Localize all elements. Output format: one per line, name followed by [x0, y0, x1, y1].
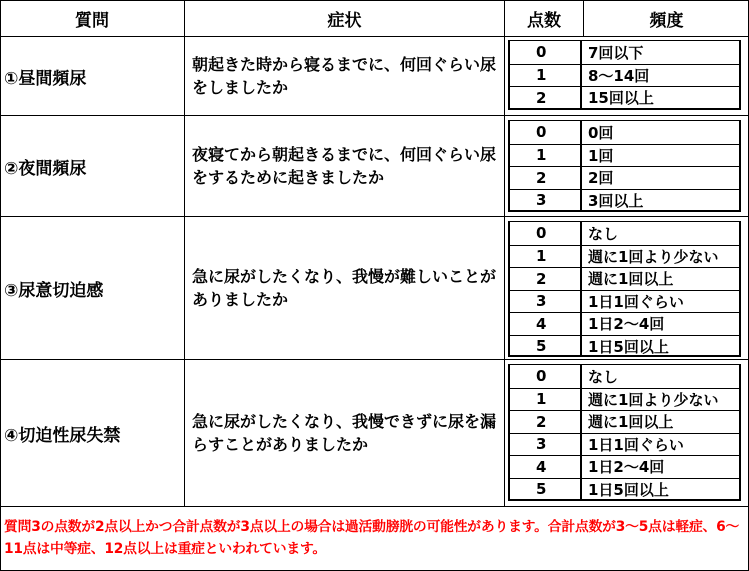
frequency-value: なし: [588, 367, 619, 386]
frequency-value: 1日2～4回: [588, 315, 665, 334]
question-label: ①昼間頻尿: [4, 68, 87, 89]
score-row: [510, 245, 739, 268]
score-row: [510, 41, 739, 64]
score-row: [510, 388, 739, 411]
header-frequency: 頻度: [649, 10, 684, 31]
score-row: [510, 189, 739, 212]
score-row: [510, 312, 739, 335]
frequency-value: 1日1回ぐらい: [588, 435, 684, 454]
score-value: 2: [510, 87, 582, 109]
score-value: 2: [510, 167, 582, 189]
score-subtable: [508, 364, 741, 501]
symptom-text: 急に尿がしたくなり、我慢できずに尿を漏らすことがありましたか: [192, 412, 497, 454]
frequency-value: 週に1回以上: [588, 413, 674, 432]
score-subtable: [508, 120, 741, 212]
score-row: [510, 86, 739, 109]
frequency-value: 7回以下: [588, 43, 644, 62]
frequency-value: なし: [588, 224, 619, 243]
score-row: [510, 433, 739, 456]
question-label: ④切迫性尿失禁: [4, 425, 121, 446]
row-divider: [0, 506, 749, 507]
score-value: 1: [510, 145, 582, 167]
score-row: [510, 64, 739, 87]
column-divider: [504, 0, 505, 506]
symptom-text: 急に尿がしたくなり、我慢が難しいことがありましたか: [192, 267, 497, 309]
frequency-value: 1日2～4回: [588, 458, 665, 477]
frequency-value: 1日5回以上: [588, 480, 669, 499]
frequency-value: 2回: [588, 169, 614, 188]
score-row: [510, 365, 739, 388]
score-value: 3: [510, 434, 582, 456]
score-row: [510, 335, 739, 358]
frequency-value: 3回以上: [588, 191, 644, 210]
header-question: 質問: [75, 10, 109, 31]
frequency-value: 週に1回以上: [588, 270, 674, 289]
score-value: 0: [510, 222, 582, 245]
column-divider: [184, 0, 185, 506]
score-value: 4: [510, 313, 582, 335]
header-score: 点数: [527, 10, 561, 31]
score-value: 4: [510, 456, 582, 478]
score-value: 2: [510, 268, 582, 290]
frequency-value: 週に1回より少ない: [588, 247, 719, 266]
score-value: 0: [510, 41, 582, 64]
question-label: ②夜間頻尿: [4, 158, 87, 179]
score-value: 0: [510, 365, 582, 388]
score-value: 3: [510, 190, 582, 212]
score-row: [510, 222, 739, 245]
score-row: [510, 267, 739, 290]
score-row: [510, 410, 739, 433]
frequency-value: 週に1回より少ない: [588, 390, 719, 409]
score-value: 5: [510, 479, 582, 501]
header-symptom: 症状: [327, 10, 362, 31]
score-row: [510, 455, 739, 478]
score-value: 1: [510, 246, 582, 268]
score-subtable: [508, 40, 741, 110]
score-subtable: [508, 221, 741, 357]
frequency-value: 1日5回以上: [588, 337, 669, 356]
score-value: 3: [510, 291, 582, 313]
frequency-value: 0回: [588, 123, 614, 142]
symptom-text: 朝起きた時から寝るまでに、何回ぐらい尿をしましたか: [192, 55, 497, 97]
question-label: ③尿意切迫感: [4, 280, 104, 301]
frequency-value: 8～14回: [588, 66, 650, 85]
score-value: 2: [510, 411, 582, 433]
score-row: [510, 144, 739, 167]
score-row: [510, 478, 739, 501]
frequency-value: 15回以上: [588, 89, 654, 108]
score-value: 1: [510, 65, 582, 87]
symptom-text: 夜寝てから朝起きるまでに、何回ぐらい尿をするために起きましたか: [192, 145, 497, 187]
score-value: 0: [510, 121, 582, 144]
interpretation-note: 質問3の点数が2点以上かつ合計点数が3点以上の場合は過活動膀胱の可能性があります。合計点数が3～5点は軽症、6～11点は中等症、12点以上は重症といわれています。: [4, 519, 740, 557]
frequency-value: 1回: [588, 146, 614, 165]
score-value: 5: [510, 336, 582, 358]
score-value: 1: [510, 389, 582, 411]
score-row: [510, 290, 739, 313]
frequency-value: 1日1回ぐらい: [588, 292, 684, 311]
score-row: [510, 121, 739, 144]
score-row: [510, 166, 739, 189]
